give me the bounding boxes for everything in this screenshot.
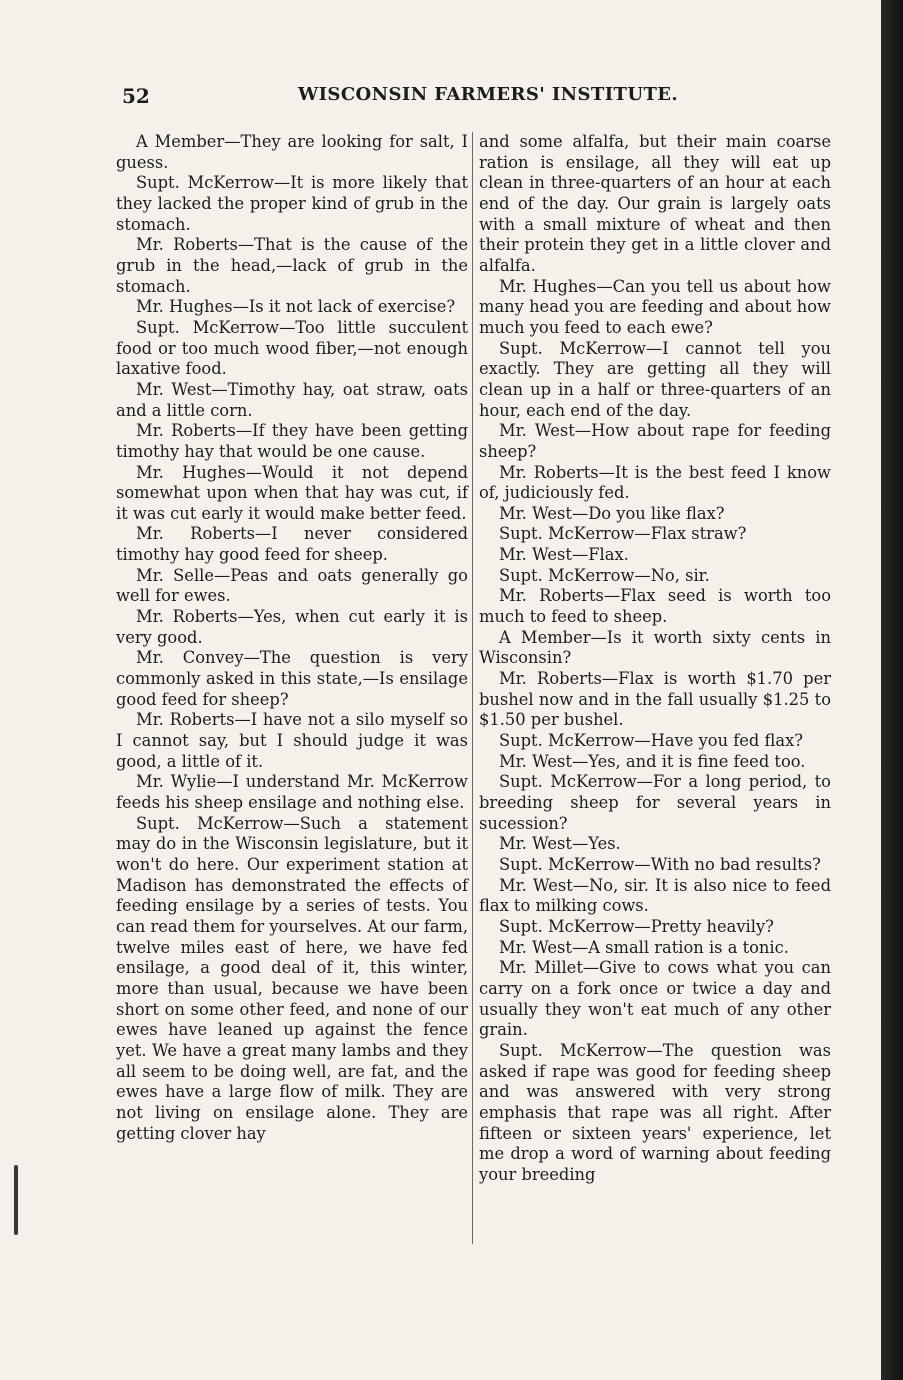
paragraph: Mr. Selle—Peas and oats generally go well for ewes. xyxy=(116,565,468,606)
paragraph: A Member—Is it worth sixty cents in Wisconsin? xyxy=(479,627,831,668)
paragraph: Mr. Roberts—Yes, when cut early it is very good. xyxy=(116,607,468,647)
continued-paragraph: and some alfalfa, but their main coarse ration is ensilage, all they will eat up clean in three-quarters of an hour at each end of the day. Our grain is largely oats with a small mixture of wheat and then their protein they get in a little clover and alfalfa. xyxy=(479,132,831,275)
paragraph: Supt. McKerrow—For a long period, to breeding sheep for several years in sucession? xyxy=(479,772,831,833)
paragraph: Supt. McKerrow—Such a statement may do in the Wisconsin legislature, but it won't do here. Our experiment station at Madison has demonstrated the effects of feeding ensilage by a series of tests. You can read them for yourselves. At our farm, twelve miles east of here, we have fed ensilage, a good deal of it, this winter, more than usual, because we have been short on some other feed, and none of our ewes have leaned up against the fence yet. We have a great many lambs and they all seem to be doing well, are fat, and the ewes have a large flow of milk. They are not living on ensilage alone. They are getting clover hay xyxy=(116,813,468,1143)
paragraph: Mr. Hughes—Is it not lack of exercise? xyxy=(136,297,456,317)
paragraph: Mr. Convey—The question is very commonly asked in this state,—Is ensilage good feed for sheep? xyxy=(116,648,468,709)
paragraph: Mr. West—A small ration is a tonic. xyxy=(499,937,789,957)
paragraph: Mr. Roberts—Flax is worth $1.70 per bushel now and in the fall usually $1.25 to $1.50 per bushel. xyxy=(479,669,831,730)
paragraph: Supt. McKerrow—Pretty heavily? xyxy=(499,916,774,936)
paragraph: Mr. Hughes—Would it not depend somewhat upon when that hay was cut, if it was cut early it would make better feed. xyxy=(116,462,468,523)
paragraph: Mr. Roberts—If they have been getting timothy hay that would be one cause. xyxy=(116,421,468,461)
paragraph: Mr. Roberts—I never considered timothy hay good feed for sheep. xyxy=(116,524,468,565)
paragraph: Mr. West—Yes, and it is fine feed too. xyxy=(499,751,806,771)
paragraph: Mr. Millet—Give to cows what you can carry on a fork once or twice a day and usually they won't eat much of any other grain. xyxy=(479,958,831,1040)
margin-mark xyxy=(14,1165,18,1235)
paragraph: Supt. McKerrow—With no bad results? xyxy=(499,854,821,874)
right-column xyxy=(479,132,831,1185)
paragraph: Supt. McKerrow—It is more likely that they lacked the proper kind of grub in the stomach. xyxy=(116,173,468,234)
paragraph: Mr. Roberts—I have not a silo myself so I cannot say, but I should judge it was good, a little of it. xyxy=(116,710,468,771)
paragraph: Mr. Roberts—That is the cause of the grub in the head,—lack of grub in the stomach. xyxy=(116,235,468,296)
paragraph: Mr. Roberts—It is the best feed I know of, judiciously fed. xyxy=(479,462,831,503)
paragraph: Mr. West—How about rape for feeding sheep? xyxy=(479,421,831,461)
page-number: 52 xyxy=(122,84,150,108)
page-edge-shadow xyxy=(881,0,903,1380)
paragraph: Mr. West—No, sir. It is also nice to feed flax to milking cows. xyxy=(479,875,831,916)
paragraph: Mr. West—Yes. xyxy=(499,834,621,854)
paragraph: Supt. McKerrow—No, sir. xyxy=(499,565,710,585)
paragraph: Mr. Wylie—I understand Mr. McKerrow feeds his sheep ensilage and nothing else. xyxy=(116,772,468,812)
column-divider xyxy=(472,132,473,1244)
paragraph: Mr. West—Timothy hay, oat straw, oats and a little corn. xyxy=(116,379,468,420)
left-column xyxy=(116,132,468,1144)
paragraph: Supt. McKerrow—I cannot tell you exactly. They are getting all they will clean up in a half or three-quarters of an hour, each end of the day. xyxy=(479,338,831,420)
paragraph: Mr. Hughes—Can you tell us about how many head you are feeding and about how much you feed to each ewe? xyxy=(479,276,831,337)
paragraph: Mr. West—Do you like flax? xyxy=(499,503,725,523)
paragraph: Mr. West—Flax. xyxy=(499,545,629,565)
paragraph: Supt. McKerrow—Have you fed flax? xyxy=(499,731,804,751)
paragraph: A Member—They are looking for salt, I guess. xyxy=(116,132,468,172)
paragraph: Supt. McKerrow—The question was asked if rape was good for feeding sheep and was answered with very strong emphasis that rape was all right. After fifteen or sixteen years' experience, let me drop a word of warning about feeding your breeding xyxy=(479,1040,831,1184)
paragraph: Supt. McKerrow—Too little succulent food or too much wood fiber,—not enough laxative food. xyxy=(116,317,468,379)
paragraph: Supt. McKerrow—Flax straw? xyxy=(499,524,747,544)
running-title: WISCONSIN FARMERS' INSTITUTE. xyxy=(298,84,679,105)
paragraph: Mr. Roberts—Flax seed is worth too much to feed to sheep. xyxy=(479,586,831,627)
